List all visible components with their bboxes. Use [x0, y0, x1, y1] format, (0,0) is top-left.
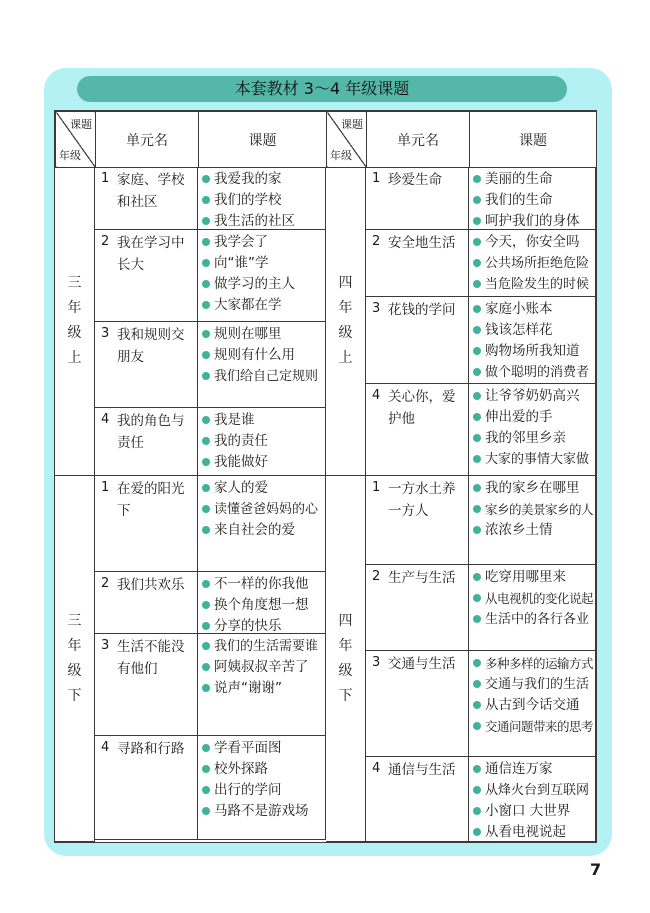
grade-cell-g3b — [55, 476, 95, 842]
header-topic-right: 课题 — [470, 112, 597, 168]
topic-list — [198, 322, 325, 387]
unit-name: 花钱的学问 — [388, 302, 456, 318]
topic-cell — [198, 230, 326, 322]
page-number: 7 — [590, 860, 602, 879]
unit-name: 寻路和行路 — [117, 741, 185, 757]
unit-cell — [366, 230, 469, 297]
unit-name: 一方水土养一方人 — [388, 481, 456, 519]
topic-item: 我们的生活需要谁 — [198, 636, 325, 657]
unit-number: 3 — [101, 326, 110, 341]
grade-char: 级 — [338, 325, 353, 341]
topic-list — [469, 167, 595, 232]
topic-item: 做个聪明的消费者 — [469, 362, 595, 383]
grade-char: 年 — [67, 637, 82, 654]
topic-item: 浓浓乡土情 — [469, 520, 595, 541]
topic-list — [198, 736, 325, 822]
unit-cell — [366, 565, 469, 651]
topic-cell — [198, 476, 326, 572]
grade-char: 四 — [338, 612, 353, 629]
header-diagonal-left — [56, 112, 96, 168]
unit-cell — [366, 757, 469, 842]
unit-name: 我和规则交朋友 — [117, 327, 185, 365]
topic-list — [198, 476, 325, 541]
unit-number: 1 — [101, 480, 110, 495]
unit-cell — [366, 297, 469, 384]
grade-char: 年 — [67, 300, 82, 316]
topic-item: 我的邻里乡亲 — [469, 428, 595, 449]
unit-number: 4 — [372, 761, 381, 776]
topic-item: 我学会了 — [198, 232, 325, 253]
topic-item: 交通与我们的生活 — [469, 674, 595, 695]
topic-item: 钱该怎样花 — [469, 320, 595, 341]
grade-cell-g4a — [326, 167, 366, 476]
unit-number: 2 — [101, 576, 110, 591]
unit-number: 1 — [101, 171, 110, 186]
unit-cell — [95, 322, 198, 408]
unit-name: 生活不能没有他们 — [117, 639, 185, 677]
topic-item: 校外探路 — [198, 759, 325, 780]
unit-cell — [366, 651, 469, 757]
topic-item: 马路不是游戏场 — [198, 801, 325, 822]
topic-list — [198, 572, 325, 637]
topic-item: 不一样的你我他 — [198, 574, 325, 595]
grade-cell-g3a — [55, 167, 95, 476]
topic-item: 家庭小账本 — [469, 299, 595, 320]
unit-cell — [95, 572, 198, 634]
header-diag-top: 课题 — [341, 118, 363, 131]
unit-cell — [95, 736, 198, 840]
topic-item: 家乡的美景家乡的人 — [469, 499, 595, 520]
topic-item: 我能做好 — [198, 452, 325, 473]
unit-number: 2 — [101, 234, 110, 249]
topic-item: 我生活的社区 — [198, 211, 325, 232]
topic-item: 今天，你安全吗 — [469, 232, 595, 253]
topic-item: 呵护我们的身体 — [469, 211, 595, 232]
topic-cell — [469, 757, 596, 842]
topic-cell — [198, 408, 326, 476]
grade-char: 三 — [67, 275, 82, 291]
topic-list — [469, 651, 595, 737]
topic-item: 让爷爷奶奶高兴 — [469, 386, 595, 407]
topic-item: 说声“谢谢” — [198, 678, 325, 699]
topic-list — [198, 230, 325, 316]
topic-cell — [469, 565, 596, 651]
unit-number: 2 — [372, 234, 381, 249]
topic-item: 从电视机的变化说起 — [469, 588, 595, 609]
unit-name: 在爱的阳光下 — [117, 481, 185, 519]
topic-item: 我的责任 — [198, 431, 325, 452]
topic-list — [198, 167, 325, 232]
topic-list — [198, 408, 325, 473]
unit-name: 我在学习中长大 — [117, 235, 185, 273]
header-topic-left: 课题 — [199, 112, 327, 168]
topic-cell — [198, 572, 326, 634]
topic-item: 我们的学校 — [198, 190, 325, 211]
topic-item: 我爱我的家 — [198, 169, 325, 190]
grade-char: 下 — [338, 687, 353, 704]
curriculum-table — [54, 110, 597, 843]
topic-cell — [198, 167, 326, 230]
topic-item: 从看电视说起 — [469, 822, 595, 843]
topic-item: 大家都在学 — [198, 295, 325, 316]
header-diag-bottom: 年级 — [59, 149, 81, 162]
header-unit-left: 单元名 — [96, 112, 199, 168]
unit-number: 3 — [372, 301, 381, 316]
topic-item: 向“谁”学 — [198, 253, 325, 274]
topic-cell — [198, 736, 326, 840]
topic-item: 美丽的生命 — [469, 169, 595, 190]
unit-number: 1 — [372, 480, 381, 495]
header-diag-top: 课题 — [70, 118, 92, 131]
unit-number: 4 — [101, 740, 110, 755]
table-body — [55, 167, 596, 842]
unit-name: 我的角色与责任 — [117, 413, 185, 451]
unit-cell — [366, 476, 469, 565]
grade-char: 上 — [338, 350, 353, 366]
topic-item: 我是谁 — [198, 410, 325, 431]
topic-item: 家人的爱 — [198, 478, 325, 499]
topic-item: 读懂爸爸妈妈的心 — [198, 499, 325, 520]
topic-item: 吃穿用哪里来 — [469, 567, 595, 588]
topic-item: 换个角度想一想 — [198, 595, 325, 616]
topic-cell — [469, 167, 596, 230]
topic-item: 大家的事情大家做 — [469, 449, 595, 470]
topic-item: 我的家乡在哪里 — [469, 478, 595, 499]
unit-cell — [95, 476, 198, 572]
unit-cell — [95, 634, 198, 736]
topic-item: 我们给自己定规则 — [198, 366, 325, 387]
topic-item: 购物场所我知道 — [469, 341, 595, 362]
grade-cell-g4b — [326, 476, 366, 842]
unit-number: 3 — [372, 655, 381, 670]
topic-list — [198, 634, 325, 699]
unit-name: 我们共欢乐 — [117, 577, 185, 593]
unit-name: 家庭、学校和社区 — [117, 172, 185, 210]
topic-list — [469, 565, 595, 630]
unit-name: 通信与生活 — [388, 762, 456, 778]
grade-char: 级 — [338, 662, 353, 679]
topic-list — [469, 384, 595, 470]
topic-cell — [469, 230, 596, 297]
header-diag-bottom: 年级 — [330, 149, 352, 162]
unit-name: 珍爱生命 — [388, 172, 442, 188]
grade-char: 上 — [67, 350, 82, 366]
topic-cell — [469, 297, 596, 384]
unit-cell — [366, 384, 469, 476]
topic-item: 公共场所拒绝危险 — [469, 253, 595, 274]
topic-cell — [198, 634, 326, 736]
unit-number: 1 — [372, 171, 381, 186]
unit-cell — [366, 167, 469, 230]
grade-char: 四 — [338, 275, 353, 291]
topic-item: 规则有什么用 — [198, 345, 325, 366]
unit-name: 关心你，爱护他 — [388, 389, 456, 427]
topic-item: 交通问题带来的思考 — [469, 716, 595, 737]
unit-cell — [95, 408, 198, 476]
unit-cell — [95, 167, 198, 230]
unit-cell — [95, 230, 198, 322]
topic-item: 出行的学问 — [198, 780, 325, 801]
header-diagonal-right — [327, 112, 367, 168]
unit-name: 安全地生活 — [388, 235, 456, 251]
header-unit-right: 单元名 — [367, 112, 470, 168]
topic-item: 分享的快乐 — [198, 616, 325, 637]
topic-list — [469, 476, 595, 541]
topic-item: 做学习的主人 — [198, 274, 325, 295]
grade-char: 年 — [338, 300, 353, 316]
topic-item: 来自社会的爱 — [198, 520, 325, 541]
topic-item: 阿姨叔叔辛苦了 — [198, 657, 325, 678]
unit-name: 交通与生活 — [388, 656, 456, 672]
topic-item: 伸出爱的手 — [469, 407, 595, 428]
topic-list — [469, 230, 595, 295]
unit-number: 4 — [372, 388, 381, 403]
topic-item: 通信连万家 — [469, 759, 595, 780]
topic-cell — [469, 476, 596, 565]
unit-number: 4 — [101, 412, 110, 427]
grade-char: 级 — [67, 325, 82, 341]
topic-cell — [198, 322, 326, 408]
topic-item: 当危险发生的时候 — [469, 274, 595, 295]
unit-name: 生产与生活 — [388, 570, 456, 586]
grade-char: 三 — [67, 612, 82, 629]
unit-number: 3 — [101, 638, 110, 653]
grade-char: 级 — [67, 662, 82, 679]
topic-list — [469, 297, 595, 383]
topic-item: 规则在哪里 — [198, 324, 325, 345]
page-title: 本套教材 3～4 年级课题 — [77, 76, 567, 102]
topic-item: 从古到今话交通 — [469, 695, 595, 716]
topic-item: 小窗口 大世界 — [469, 801, 595, 822]
topic-item: 从烽火台到互联网 — [469, 780, 595, 801]
topic-cell — [469, 651, 596, 757]
grade-char: 年 — [338, 637, 353, 654]
topic-cell — [469, 384, 596, 476]
topic-item: 生活中的各行各业 — [469, 609, 595, 630]
unit-number: 2 — [372, 569, 381, 584]
topic-item: 学看平面图 — [198, 738, 325, 759]
topic-item: 多种多样的运输方式 — [469, 653, 595, 674]
grade-char: 下 — [67, 687, 82, 704]
topic-item: 我们的生命 — [469, 190, 595, 211]
topic-list — [469, 757, 595, 843]
